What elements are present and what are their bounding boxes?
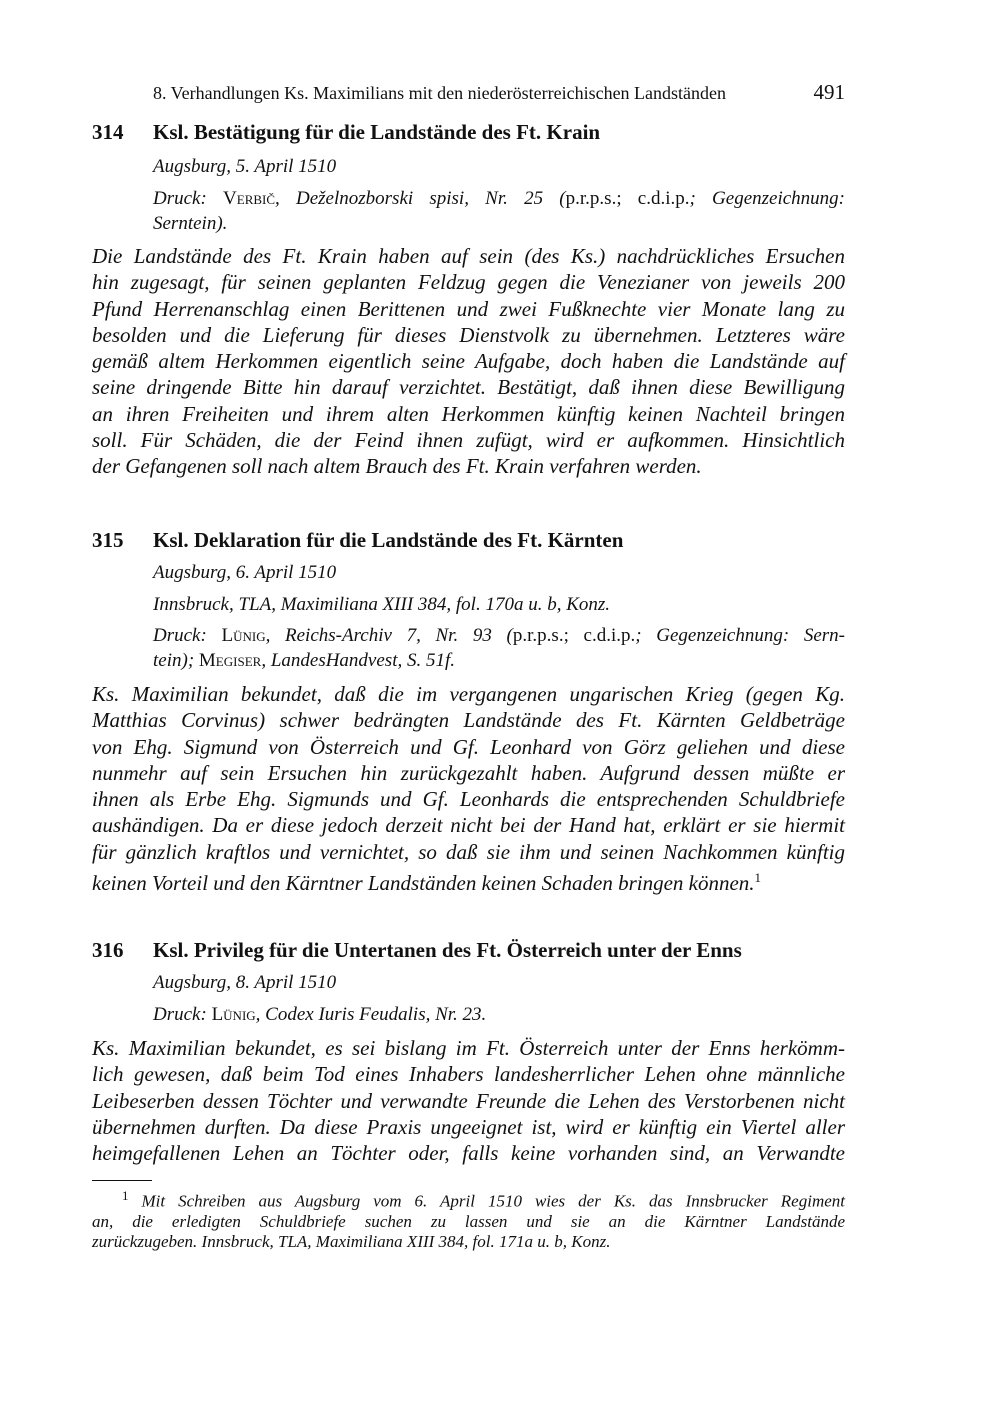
- entry-316-body: Ks. Maximilian bekundet, es sei bislang im Ft. Österreich unter der Enns herkömm- lich gewesen, daß beim Tod eines Inhabers landesherrlicher Lehen ohne männliche Leibeserben dessen Töchter und verwandte Freunde die Lehen des Verstorbenen nicht übernehmen durften. Da diese Praxis ungeeignet ist, wird er künftig ein Viertel aller heimgefallenen Lehen an Töchter oder, falls keine vorhanden sind, an Verwandte: [92, 1036, 845, 1166]
- page-number: 491: [813, 80, 845, 104]
- entry-314-body: Die Landstände des Ft. Krain haben auf sein (des Ks.) nachdrückliches Ersuchen hin zugesagt, für seinen geplanten Feldzug gegen die Venezianer von jeweils 200 Pfund Herrenanschlag einen Berittenen und zwei Fußknechte vier Monate lang zu besolden und die Lieferung für dieses Dienstvolk zu übernehmen. Letzteres wäre gemäß altem Herkommen eigentlich seine Aufgabe, doch haben die Landstände auf seine dringende Bitte hin darauf verzichtet. Bestätigt, daß ihnen diese Bewilligung an ihren Freiheiten und ihrem alten Herkommen künftig keinen Nachteil bringen soll. Für Schäden, die der Feind ihnen zufügt, wird er aufkommen. Hinsichtlich der Gefangenen soll nach altem Brauch des Ft. Krain verfahren werden.: [92, 244, 845, 479]
- entry-druck: Druck: Verbič, Deželnozborski spisi, Nr. 25 (p.r.p.s.; c.d.i.p.; Gegenzeichnung: Serntein).: [153, 188, 846, 234]
- entry-315-body: Ks. Maximilian bekundet, daß die im vergangenen ungarischen Krieg (gegen Kg. Matthias Corvinus) schwer bedrängten Landstände des Ft. Kärnten Geldbeträge von Ehg. Sigmund von Österreich und Gf. Leonhard von Görz geliehen und diese nunmehr auf sein Ersuchen hin zurückgezahlt haben. Aufgrund dessen müßte er ihnen als Erbe Ehg. Sigmunds und Gf. Leonhards die entsprechenden Schuldbriefe aushändigen. Da er diese jedoch derzeit nicht bei der Hand hat, erklärt er sie hiermit für gänzlich kraftlos und vernichtet, so daß sie ihm und seinen Nachkommen künftig keinen Vorteil und den Kärntner Landständen keinen Schaden bringen können.$^1$: [92, 682, 845, 896]
- running-title: 8. Verhandlungen Ks. Maximilians mit den niederösterreichischen Landständen: [153, 83, 727, 103]
- entry-316-title: [92, 938, 742, 963]
- entry-date: Augsburg, 5. April 1510: [153, 156, 337, 177]
- entry-314-title: [92, 120, 600, 145]
- footnote-ref: 1: [754, 870, 762, 886]
- entry-druck: Druck: Lünig, Reichs-Archiv 7, Nr. 93 (p.r.p.s.; c.d.i.p.; Gegenzeichnung: Sern- tein); Megiser, LandesHandvest, S. 51f.: [153, 625, 846, 671]
- running-header: [153, 80, 845, 105]
- entry-title: Ksl. Deklaration für die Landstände des Ft. Kärnten: [153, 528, 624, 552]
- footnote-divider: [92, 1180, 152, 1181]
- entry-title: Ksl. Bestätigung für die Landstände des Ft. Krain: [153, 120, 601, 144]
- entry-date: Augsburg, 6. April 1510: [153, 562, 337, 583]
- entry-315-title: [92, 528, 623, 553]
- entry-number: 315: [92, 528, 124, 552]
- entry-title: Ksl. Privileg für die Untertanen des Ft. Österreich unter der Enns: [153, 938, 742, 962]
- entry-number: 314: [92, 120, 124, 144]
- entry-archive: Innsbruck, TLA, Maximiliana XIII 384, fol. 170a u. b, Konz.: [153, 594, 611, 615]
- footnote: $^1$ Mit Schreiben aus Augsburg vom 6. April 1510 wies der Ks. das Innsbrucker Regiment an, die erledigten Schuldbriefe suchen zu lassen und sie an die Kärntner Landstände zurückzugeben. Innsbruck, TLA, Maximiliana XIII 384, fol. 171a u. b, Konz.: [92, 1188, 845, 1251]
- entry-druck: Druck: Lünig, Codex Iuris Feudalis, Nr. 23.: [153, 1004, 487, 1025]
- entry-date: Augsburg, 8. April 1510: [153, 972, 337, 993]
- entry-number: 316: [92, 938, 124, 962]
